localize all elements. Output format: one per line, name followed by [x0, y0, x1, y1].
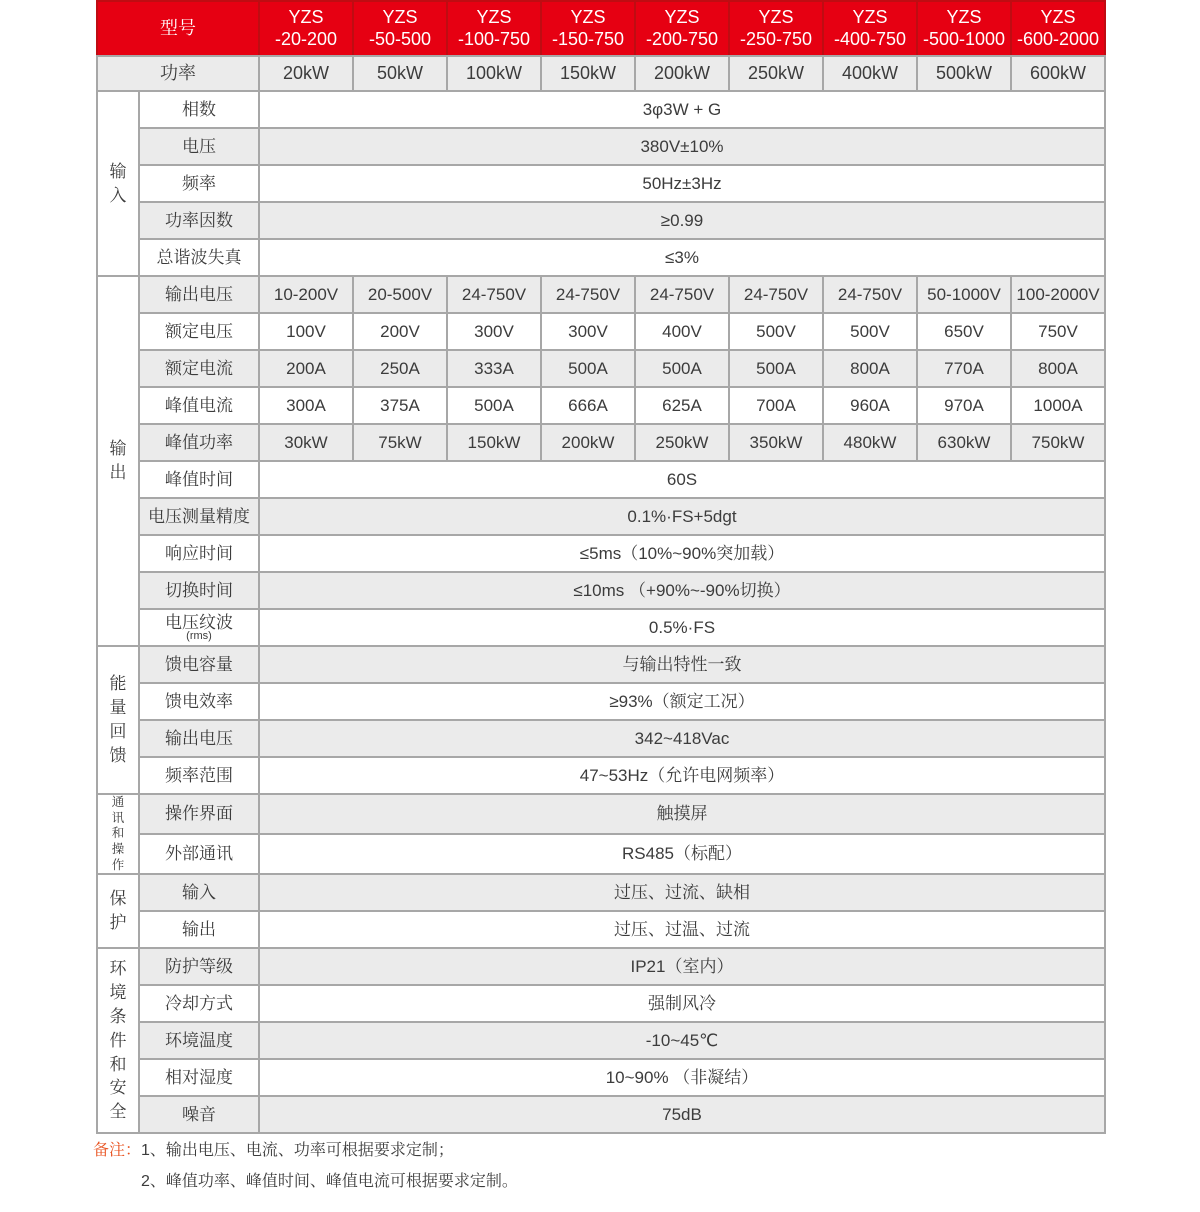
spec-value: 342~418Vac: [259, 720, 1105, 757]
model-name: YZS: [946, 6, 982, 27]
model-header-cell: [259, 1, 353, 56]
spec-value: ≤3%: [259, 239, 1105, 276]
spec-value: 10-200V: [259, 276, 353, 313]
spec-value: 50-1000V: [917, 276, 1011, 313]
spec-row-feedback-efficiency: [97, 683, 1105, 720]
note-item: 2、峰值功率、峰值时间、峰值电流可根据要求定制。: [141, 1173, 518, 1191]
spec-row-feedback-frequency: [97, 757, 1105, 794]
spec-value: 700A: [729, 387, 823, 424]
power-value: 100kW: [447, 56, 541, 91]
power-value: 150kW: [541, 56, 635, 91]
row-label: 额定电压: [139, 313, 259, 350]
model-header-cell: [353, 1, 447, 56]
power-label: 功率: [97, 56, 259, 91]
model-range: -100-750: [457, 28, 531, 49]
spec-value: ≥93%（额定工况）: [259, 683, 1105, 720]
row-label: 功率因数: [139, 202, 259, 239]
model-name: YZS: [288, 6, 324, 27]
model-range: -150-750: [551, 28, 625, 49]
spec-value: ≤5ms（10%~90%突加载）: [259, 535, 1105, 572]
model-label-cell: 型号: [97, 1, 259, 56]
model-header-cell: [1011, 1, 1105, 56]
spec-value: 0.5%·FS: [259, 609, 1105, 646]
spec-value: 500V: [729, 313, 823, 350]
row-label: 外部通讯: [139, 834, 259, 874]
spec-value: 100V: [259, 313, 353, 350]
power-value: 20kW: [259, 56, 353, 91]
row-label: 峰值功率: [139, 424, 259, 461]
spec-row-noise: [97, 1096, 1105, 1133]
spec-value: -10~45℃: [259, 1022, 1105, 1059]
group-protection: [97, 874, 139, 948]
spec-row-rated-current: [97, 350, 1105, 387]
model-header-cell: [447, 1, 541, 56]
spec-value: 30kW: [259, 424, 353, 461]
spec-value: 500A: [729, 350, 823, 387]
spec-row-response-time: [97, 535, 1105, 572]
model-header-cell: [635, 1, 729, 56]
group-input-label: 输入: [109, 161, 127, 205]
notes-items: [141, 1135, 518, 1197]
model-name: YZS: [664, 6, 700, 27]
row-label-sub: (rms): [186, 629, 212, 642]
spec-row-feedback-capacity: [97, 646, 1105, 683]
spec-row-protection-output: [97, 911, 1105, 948]
spec-value: 770A: [917, 350, 1011, 387]
spec-value: 300V: [541, 313, 635, 350]
row-label: 防护等级: [139, 948, 259, 985]
spec-row-phases: [97, 91, 1105, 128]
group-output: [97, 276, 139, 646]
spec-table-container: [96, 0, 1106, 1134]
model-name: YZS: [382, 6, 418, 27]
spec-value: RS485（标配）: [259, 834, 1105, 874]
spec-value: 与输出特性一致: [259, 646, 1105, 683]
row-label: 环境温度: [139, 1022, 259, 1059]
model-header-cell: [729, 1, 823, 56]
spec-value: 24-750V: [729, 276, 823, 313]
row-label: 输出电压: [139, 276, 259, 313]
spec-value: 过压、过温、过流: [259, 911, 1105, 948]
notes: [93, 1135, 518, 1197]
spec-row-external-comm: [97, 834, 1105, 874]
spec-value: 380V±10%: [259, 128, 1105, 165]
row-label: 电压测量精度: [139, 498, 259, 535]
spec-value: 800A: [823, 350, 917, 387]
model-header-cell: [541, 1, 635, 56]
spec-value: IP21（室内）: [259, 948, 1105, 985]
power-value: 400kW: [823, 56, 917, 91]
power-value: 250kW: [729, 56, 823, 91]
model-name: YZS: [1040, 6, 1076, 27]
spec-value: 350kW: [729, 424, 823, 461]
row-label: 额定电流: [139, 350, 259, 387]
power-value: 200kW: [635, 56, 729, 91]
spec-value: 250A: [353, 350, 447, 387]
spec-value: 333A: [447, 350, 541, 387]
spec-row-input-voltage: [97, 128, 1105, 165]
spec-value: 150kW: [447, 424, 541, 461]
spec-row-peak-time: [97, 461, 1105, 498]
spec-value: 800A: [1011, 350, 1105, 387]
spec-value: 24-750V: [635, 276, 729, 313]
spec-value: 20-500V: [353, 276, 447, 313]
group-comm-label: 通讯和操作: [111, 795, 125, 872]
spec-value: 0.1%·FS+5dgt: [259, 498, 1105, 535]
spec-value: 75dB: [259, 1096, 1105, 1133]
spec-value: ≤10ms （+90%~-90%切换）: [259, 572, 1105, 609]
group-input: [97, 91, 139, 276]
power-value: 600kW: [1011, 56, 1105, 91]
model-header-cell: [917, 1, 1011, 56]
model-name: YZS: [570, 6, 606, 27]
spec-row-switch-time: [97, 572, 1105, 609]
row-label: 冷却方式: [139, 985, 259, 1022]
model-name: YZS: [476, 6, 512, 27]
row-label: 输出: [139, 911, 259, 948]
spec-row-ambient-temp: [97, 1022, 1105, 1059]
spec-value: 24-750V: [541, 276, 635, 313]
spec-value: 650V: [917, 313, 1011, 350]
spec-value: 300V: [447, 313, 541, 350]
row-label: 响应时间: [139, 535, 259, 572]
spec-value: 3φ3W + G: [259, 91, 1105, 128]
model-header-row: [97, 1, 1105, 56]
row-label: 馈电容量: [139, 646, 259, 683]
spec-row-humidity: [97, 1059, 1105, 1096]
spec-value: 400V: [635, 313, 729, 350]
spec-row-feedback-voltage: [97, 720, 1105, 757]
model-range: -20-200: [274, 28, 338, 49]
spec-value: 200V: [353, 313, 447, 350]
spec-row-cooling: [97, 985, 1105, 1022]
spec-row-ui: [97, 794, 1105, 834]
spec-row-ip-rating: [97, 948, 1105, 985]
model-range: -200-750: [645, 28, 719, 49]
spec-value: 200kW: [541, 424, 635, 461]
spec-value: 50Hz±3Hz: [259, 165, 1105, 202]
spec-value: 630kW: [917, 424, 1011, 461]
spec-value: 200A: [259, 350, 353, 387]
model-range: -400-750: [833, 28, 907, 49]
model-range: -250-750: [739, 28, 813, 49]
spec-value: 75kW: [353, 424, 447, 461]
group-environment-label: 环境条件和安全: [109, 959, 127, 1122]
group-comm: [97, 794, 139, 874]
row-label: 馈电效率: [139, 683, 259, 720]
spec-row-protection-input: [97, 874, 1105, 911]
spec-value: 过压、过流、缺相: [259, 874, 1105, 911]
note-item: 1、输出电压、电流、功率可根据要求定制；: [141, 1142, 454, 1159]
spec-row-rated-voltage: [97, 313, 1105, 350]
group-feedback: [97, 646, 139, 794]
spec-value: 1000A: [1011, 387, 1105, 424]
spec-row-peak-current: [97, 387, 1105, 424]
spec-value: 24-750V: [447, 276, 541, 313]
spec-value: 10~90% （非凝结）: [259, 1059, 1105, 1096]
spec-value: ≥0.99: [259, 202, 1105, 239]
group-environment: [97, 948, 139, 1133]
row-label: 电压: [139, 128, 259, 165]
spec-value: 625A: [635, 387, 729, 424]
spec-row-power-factor: [97, 202, 1105, 239]
row-label: 峰值时间: [139, 461, 259, 498]
row-label: 输出电压: [139, 720, 259, 757]
row-label: 总谐波失真: [139, 239, 259, 276]
spec-value: 500A: [447, 387, 541, 424]
row-label: 相对湿度: [139, 1059, 259, 1096]
spec-value: 47~53Hz（允许电网频率）: [259, 757, 1105, 794]
spec-table: [96, 0, 1106, 1134]
model-name: YZS: [852, 6, 888, 27]
spec-value: 500A: [541, 350, 635, 387]
group-output-label: 输出: [109, 439, 127, 482]
spec-row-frequency: [97, 165, 1105, 202]
row-label: 相数: [139, 91, 259, 128]
group-protection-label: 保护: [109, 889, 127, 933]
spec-row-peak-power: [97, 424, 1105, 461]
row-label: 噪音: [139, 1096, 259, 1133]
spec-value: 250kW: [635, 424, 729, 461]
spec-value: 300A: [259, 387, 353, 424]
row-label: [139, 609, 259, 646]
row-label: 峰值电流: [139, 387, 259, 424]
row-label: 频率范围: [139, 757, 259, 794]
power-value: 500kW: [917, 56, 1011, 91]
model-range: -500-1000: [922, 28, 1006, 49]
spec-value: 480kW: [823, 424, 917, 461]
spec-row-voltage-accuracy: [97, 498, 1105, 535]
spec-value: 750kW: [1011, 424, 1105, 461]
row-label: 操作界面: [139, 794, 259, 834]
spec-value: 960A: [823, 387, 917, 424]
power-value: 50kW: [353, 56, 447, 91]
row-label: 频率: [139, 165, 259, 202]
model-range: -600-2000: [1016, 28, 1100, 49]
row-label-text: 电压纹波: [165, 613, 233, 633]
spec-row-output-voltage: [97, 276, 1105, 313]
spec-row-thd: [97, 239, 1105, 276]
spec-value: 24-750V: [823, 276, 917, 313]
spec-value: 750V: [1011, 313, 1105, 350]
row-label: 输入: [139, 874, 259, 911]
spec-value: 375A: [353, 387, 447, 424]
spec-value: 500V: [823, 313, 917, 350]
spec-value: 触摸屏: [259, 794, 1105, 834]
spec-value: 强制风冷: [259, 985, 1105, 1022]
spec-value: 500A: [635, 350, 729, 387]
row-label: 切换时间: [139, 572, 259, 609]
spec-value: 666A: [541, 387, 635, 424]
notes-label: 备注：: [93, 1142, 142, 1159]
model-range: -50-500: [368, 28, 432, 49]
spec-value: 100-2000V: [1011, 276, 1105, 313]
model-header-cell: [823, 1, 917, 56]
group-feedback-label: 能量回馈: [109, 674, 127, 765]
spec-value: 60S: [259, 461, 1105, 498]
model-name: YZS: [758, 6, 794, 27]
spec-value: 970A: [917, 387, 1011, 424]
spec-row-voltage-ripple: [97, 609, 1105, 646]
power-row: [97, 56, 1105, 91]
